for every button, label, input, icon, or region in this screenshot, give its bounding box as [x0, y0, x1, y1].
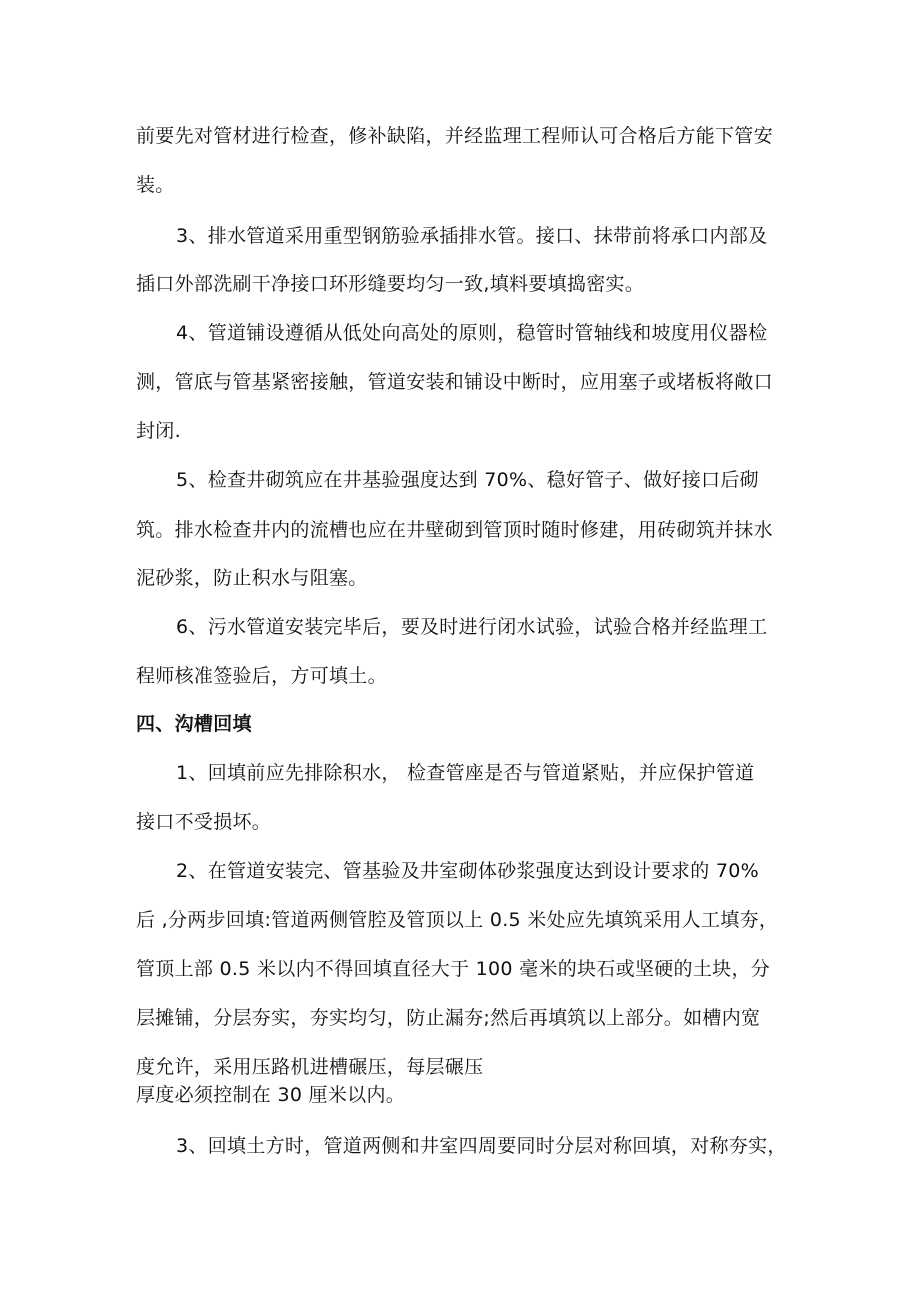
text-line: 筑。排水检查井内的流槽也应在井壁砌到管顶时随时修建，用砖砌筑并抹水	[136, 519, 773, 541]
text-line: 层摊铺，分层夯实，夯实均匀，防止漏夯;然后再填筑以上部分。如槽内宽	[136, 1007, 761, 1029]
text-line: 厚度必须控制在 30 厘米以内。	[136, 1084, 406, 1106]
paragraph-1-line: 1、回填前应先排除积水， 检查管座是否与管道紧贴，并应保护管道	[176, 762, 755, 784]
paragraph-2-line: 2、在管道安装完、管基验及井室砌体砂浆强度达到设计要求的 70%	[176, 860, 759, 882]
section-heading: 四、沟槽回填	[136, 713, 252, 735]
paragraph-3b-line: 3、回填土方时，管道两侧和井室四周要同时分层对称回填，对称夯实，	[176, 1135, 787, 1157]
paragraph-3-line: 3、排水管道采用重型钢筋验承插排水管。接口、抹带前将承口内部及	[176, 225, 768, 247]
text-line: 泥砂浆，防止积水与阻塞。	[136, 567, 368, 589]
paragraph-5-line: 5、检查井砌筑应在井基验强度达到 70%、稳好管子、做好接口后砌	[176, 469, 759, 491]
text-line: 插口外部洗刷干净接口环形缝要均匀一致,填料要填捣密实。	[136, 273, 645, 295]
text-line: 程师核准签验后，方可填土。	[136, 665, 387, 687]
paragraph-4-line: 4、管道铺设遵循从低处向高处的原则，稳管时管轴线和坡度用仪器检	[176, 322, 768, 344]
text-line: 度允许，采用压路机进槽碾压，每层碾压	[136, 1056, 484, 1078]
text-line: 后 ,分两步回填:管道两侧管腔及管顶以上 0.5 米处应先填筑采用人工填夯，	[136, 909, 779, 931]
paragraph-6-line: 6、污水管道安装完毕后，要及时进行闭水试验，试验合格并经监理工	[176, 616, 768, 638]
text-line: 管顶上部 0.5 米以内不得回填直径大于 100 毫米的块石或坚硬的土块，分	[136, 958, 771, 980]
text-line: 接口不受损坏。	[136, 811, 272, 833]
text-line: 封闭.	[136, 420, 181, 442]
text-line: 测，管底与管基紧密接触，管道安装和铺设中断时，应用塞子或堵板将敞口	[136, 371, 773, 393]
text-line: 装。	[136, 174, 175, 196]
text-line: 前要先对管材进行检查，修补缺陷，并经监理工程师认可合格后方能下管安	[136, 125, 773, 147]
